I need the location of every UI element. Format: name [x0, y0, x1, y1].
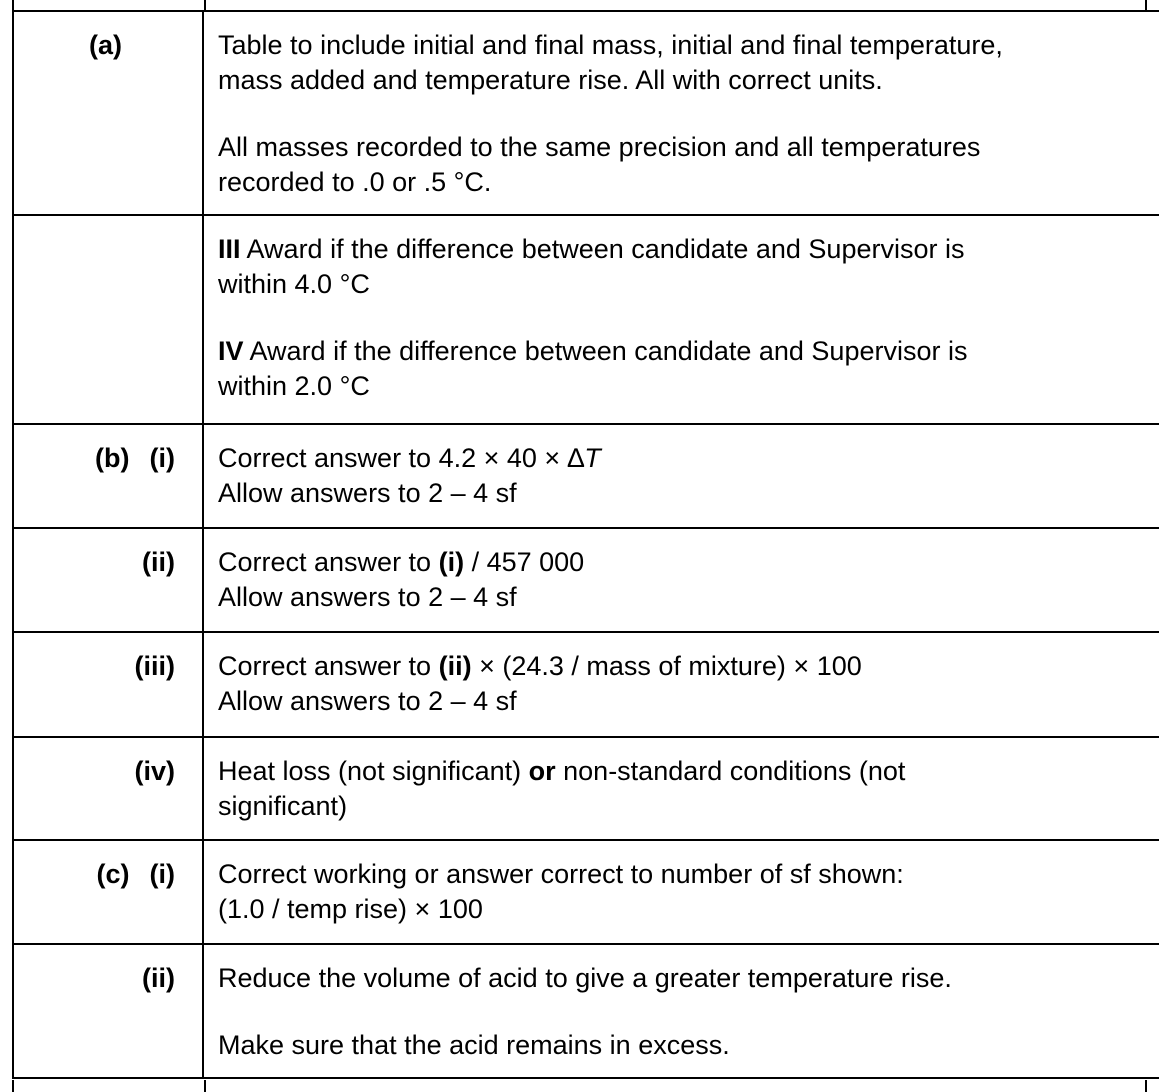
question-label [13, 424, 203, 528]
top-right-stub [1145, 0, 1147, 10]
answer-line: Reduce the volume of acid to give a greater temperature rise. [218, 963, 952, 993]
mark-scheme-table [12, 10, 1159, 1079]
answer-cell [203, 11, 1159, 215]
answer-line: significant) [218, 791, 348, 821]
question-label [13, 528, 203, 632]
subpart-label: (i) [149, 859, 175, 889]
answer-paragraph-1 [218, 232, 1156, 302]
answer-cell [203, 424, 1159, 528]
answer-text: / 457 000 [464, 547, 585, 577]
question-label [13, 944, 203, 1078]
part-label: (b) [95, 443, 130, 473]
answer-paragraph-2 [218, 334, 1156, 404]
answer-text: Correct answer to [218, 547, 439, 577]
question-label [13, 215, 203, 424]
answer-line: Make sure that the acid remains in excess. [218, 1030, 730, 1060]
table-row-c-i [13, 840, 1159, 944]
variable-text: T [584, 443, 601, 473]
answer-line: mass added and temperature rise. All with correct units. [218, 65, 883, 95]
table-row-c-ii [13, 944, 1159, 1078]
part-label: (c) [96, 859, 130, 889]
question-label [13, 632, 203, 737]
answer-cell [203, 840, 1159, 944]
subpart-label: (ii) [142, 963, 175, 993]
answer-line: Allow answers to 2 – 4 sf [218, 582, 517, 612]
answer-line: (1.0 / temp rise) × 100 [218, 894, 483, 924]
answer-line: Correct working or answer correct to number of sf shown: [218, 859, 904, 889]
answer-text: non-standard conditions (not [555, 756, 906, 786]
answer-paragraph-1 [218, 28, 1156, 98]
answer-line: within 2.0 °C [218, 371, 370, 401]
answer-line: All masses recorded to the same precision and all temperatures [218, 132, 981, 162]
top-column-stub [12, 0, 206, 10]
answer-line: Allow answers to 2 – 4 sf [218, 478, 517, 508]
answer-paragraph-1 [218, 961, 1156, 996]
answer-line: Table to include initial and final mass, initial and final temperature, [218, 30, 1003, 60]
question-label [13, 11, 203, 215]
table-row-supervisor [13, 215, 1159, 424]
answer-text: Correct answer to 4.2 × 40 × ∆ [218, 443, 585, 473]
table-row-a [13, 11, 1159, 215]
answer-text: Award if the difference between candidate and Supervisor is [243, 336, 968, 366]
table-row-b-iii [13, 632, 1159, 737]
answer-text: × (24.3 / mass of mixture) × 100 [471, 651, 862, 681]
answer-line: recorded to .0 or .5 °C. [218, 167, 492, 197]
answer-cell [203, 737, 1159, 840]
answer-paragraph-2 [218, 1028, 1156, 1063]
part-label: (a) [89, 30, 122, 60]
question-label [13, 737, 203, 840]
subpart-label: (iv) [134, 756, 175, 786]
mark-code: IV [218, 336, 244, 366]
subpart-label: (i) [149, 443, 175, 473]
answer-cell [203, 632, 1159, 737]
subpart-label: (ii) [142, 547, 175, 577]
mark-code: III [218, 234, 241, 264]
answer-cell [203, 215, 1159, 424]
bottom-right-stub [1145, 1080, 1147, 1092]
answer-text: Correct answer to [218, 651, 439, 681]
table-row-b-ii [13, 528, 1159, 632]
answer-cell [203, 944, 1159, 1078]
keyword-text: or [528, 756, 556, 786]
subpart-label: (iii) [134, 651, 175, 681]
table-row-b-i [13, 424, 1159, 528]
answer-line: Allow answers to 2 – 4 sf [218, 686, 517, 716]
answer-line: within 4.0 °C [218, 269, 370, 299]
table-row-b-iv [13, 737, 1159, 840]
answer-cell [203, 528, 1159, 632]
reference-text: (i) [438, 547, 465, 577]
reference-text: (ii) [438, 651, 472, 681]
bottom-column-stub [12, 1080, 206, 1092]
answer-text: Award if the difference between candidate and Supervisor is [240, 234, 965, 264]
answer-text: Heat loss (not significant) [218, 756, 529, 786]
question-label [13, 840, 203, 944]
answer-paragraph-2 [218, 130, 1156, 200]
